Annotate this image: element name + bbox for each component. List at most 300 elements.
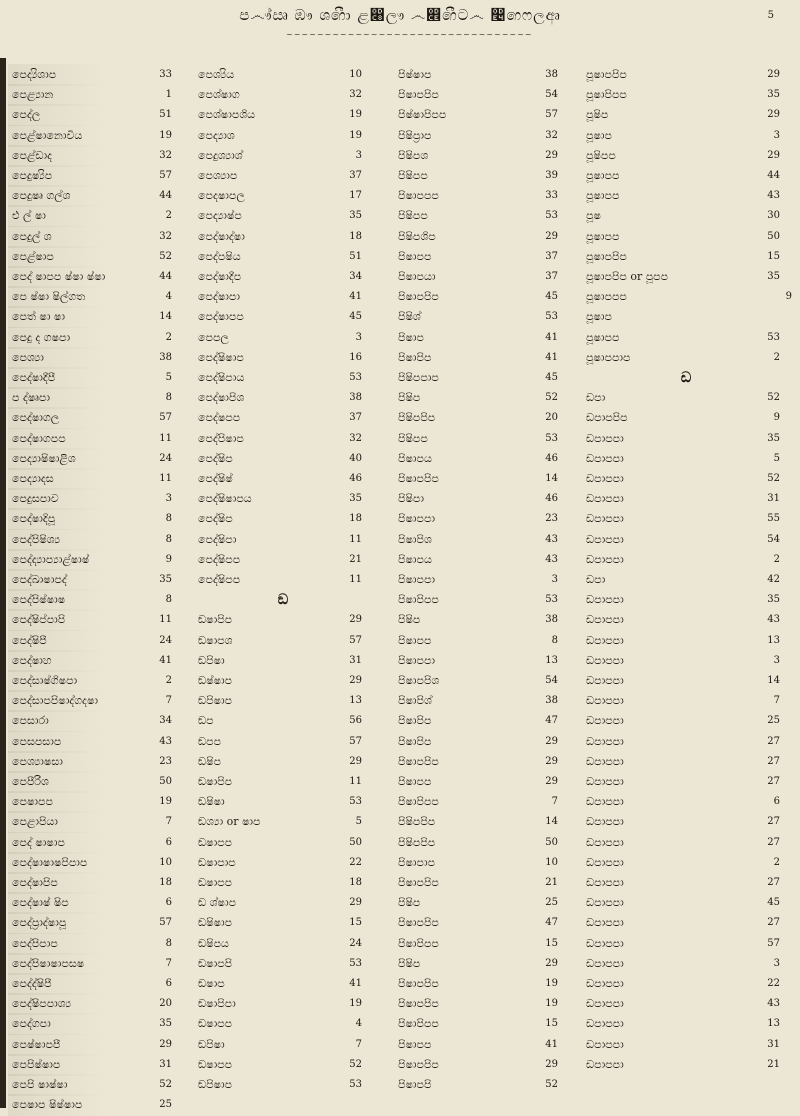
page-reference: 6 — [165, 897, 172, 909]
page-reference: 35 — [767, 594, 780, 606]
page-reference: 57 — [159, 412, 172, 424]
index-entry — [582, 226, 790, 248]
index-term: ඩපාපපා — [586, 795, 624, 809]
page-reference: 2 — [165, 675, 172, 686]
page-reference: 29 — [545, 957, 558, 969]
index-entry — [582, 791, 790, 813]
index-entry — [582, 549, 790, 571]
index-term: පෙදුෂ්‍යිප — [12, 169, 53, 182]
index-entry — [8, 630, 188, 652]
index-entry — [8, 64, 188, 86]
index-term: පෙදුසපාව — [12, 492, 59, 506]
index-entry — [394, 1034, 572, 1056]
page-reference: 10 — [349, 69, 362, 80]
index-entry — [394, 589, 572, 611]
index-term: ඞපිෂා — [198, 653, 225, 667]
page-reference: 21 — [545, 877, 558, 888]
index-term: පිෂාපපප — [398, 189, 439, 203]
index-entry — [8, 670, 188, 692]
index-term: පෙදු ද ගෂපා — [12, 330, 71, 344]
index-term: පිෂාපප — [398, 775, 432, 788]
index-term: ඞෂාපිපා — [198, 997, 236, 1011]
index-entry — [582, 710, 790, 732]
index-entry — [394, 670, 572, 692]
index-term: පිෂාපපිප — [398, 290, 439, 304]
page-reference: 53 — [545, 210, 558, 222]
page-reference: 41 — [349, 978, 362, 989]
index-term: පෙද්ෂාෂ් ෂිප — [12, 896, 69, 910]
page-reference: 35 — [159, 1018, 172, 1030]
index-term: ඩපාපපා — [586, 674, 624, 687]
page-reference: 43 — [767, 614, 780, 626]
page-reference: 23 — [545, 513, 558, 525]
index-term: පෙද්පිෂාප — [198, 431, 244, 445]
index-entry — [194, 973, 372, 995]
index-column-1 — [8, 64, 188, 1110]
index-entry — [194, 1074, 372, 1096]
page-reference: 50 — [545, 836, 558, 848]
page-reference: 52 — [767, 473, 780, 484]
index-entry — [394, 933, 572, 955]
index-term: පෙළ්ෂානොවිය — [12, 128, 83, 142]
page-reference: 34 — [159, 715, 172, 727]
index-entry — [394, 771, 572, 793]
index-entry — [194, 549, 372, 571]
page-reference: 20 — [159, 998, 172, 1010]
index-entry — [394, 1074, 572, 1096]
index-term: ඞපිෂා — [198, 1037, 225, 1051]
index-term: පෙළ්ෂාප — [12, 249, 54, 263]
index-term: පෙද්සාෂ්ගිෂපා — [12, 674, 78, 687]
index-term: ඞපිෂාප — [198, 694, 233, 708]
index-term: පෙළාපියා — [12, 815, 58, 829]
index-term: පූෂාප — [586, 310, 612, 324]
index-term: පෙද්පෂිය — [198, 249, 241, 263]
page-reference: 13 — [767, 1018, 780, 1030]
index-entry — [8, 953, 188, 975]
page-reference: 35 — [349, 210, 362, 222]
index-entry — [194, 488, 372, 510]
index-term: පිෂාපපා — [398, 573, 436, 586]
index-term: ඩපාපපා — [586, 876, 624, 889]
index-term: පෙද්‍යාදස — [12, 472, 54, 485]
index-entry — [194, 872, 372, 894]
index-term: පෙද්පිෂාෂාපසෂ — [12, 956, 85, 970]
index-entry — [8, 811, 188, 833]
page-reference: 44 — [159, 271, 172, 282]
index-term: පෙශ්‍යාෂසා — [12, 754, 63, 768]
index-entry — [394, 468, 572, 490]
page-reference: 37 — [545, 271, 558, 282]
index-entry — [394, 428, 572, 450]
index-term: පිෂාපිපප — [398, 1017, 439, 1031]
index-entry — [194, 630, 372, 652]
index-entry — [194, 811, 372, 833]
page-reference: 3 — [551, 574, 558, 585]
page-reference: 29 — [545, 230, 558, 242]
index-term: පෙද්ෂිපා — [198, 532, 237, 546]
index-entry — [394, 205, 572, 227]
index-entry — [394, 953, 572, 975]
index-term: ඩපාපපා — [586, 1057, 624, 1071]
index-term: පෙද්‍යාශ — [198, 128, 235, 142]
page-reference: 3 — [355, 149, 362, 161]
page-reference: 40 — [349, 452, 362, 464]
page-reference: 54 — [545, 89, 558, 101]
index-entry — [8, 448, 188, 470]
index-entry — [582, 205, 790, 227]
page-reference: 29 — [545, 149, 558, 161]
index-entry — [194, 609, 372, 631]
index-entry — [8, 468, 188, 490]
page-reference: 2 — [773, 351, 780, 363]
index-entry — [8, 1054, 188, 1076]
page-reference: 25 — [159, 1099, 172, 1111]
index-entry — [394, 226, 572, 248]
index-term: පිෂිපා — [398, 492, 424, 506]
index-column-4 — [582, 64, 790, 1110]
index-term: පෙපි ෂාෂ්ෂා — [12, 1078, 68, 1091]
page-reference: 51 — [349, 250, 362, 262]
page-reference: 14 — [159, 311, 172, 323]
page-reference: 32 — [159, 149, 172, 161]
page-reference: 16 — [349, 351, 362, 363]
page-reference: 13 — [767, 634, 780, 646]
index-term: පෙපල — [198, 330, 229, 344]
index-entry — [394, 832, 572, 854]
page-reference: 9 — [165, 553, 172, 565]
index-term: පෙද්සාපපිෂාද්ගදෂා — [12, 694, 99, 708]
index-entry — [394, 872, 572, 894]
page-reference: 52 — [159, 250, 172, 262]
page-reference: 11 — [349, 533, 362, 545]
index-entry — [194, 407, 372, 429]
index-term: පිෂිශ් — [398, 310, 421, 324]
index-entry — [194, 306, 372, 328]
index-term: පෙසපසාප — [12, 734, 62, 748]
page-reference: 23 — [159, 755, 172, 767]
index-entry — [194, 852, 372, 874]
index-entry — [394, 710, 572, 732]
index-entry — [394, 104, 572, 126]
index-entry — [394, 407, 572, 429]
index-term: පෙදුල් ශ — [12, 229, 52, 243]
page-reference: 27 — [767, 735, 780, 747]
index-entry — [582, 185, 790, 207]
index-term: එ ල් ෂා — [12, 209, 46, 223]
page-reference: 31 — [159, 1058, 172, 1070]
index-term: පිෂාපප — [398, 633, 432, 647]
page-reference: 51 — [159, 109, 172, 121]
index-entry — [194, 1013, 372, 1035]
page-header — [0, 6, 800, 32]
index-entry — [8, 205, 188, 227]
page-reference: 22 — [349, 856, 362, 868]
index-term: පිෂිපශිප — [398, 229, 436, 243]
page-reference: 29 — [545, 755, 558, 767]
index-term: ඩපා — [586, 391, 606, 405]
index-entry — [194, 226, 372, 248]
page-reference: 53 — [767, 331, 780, 343]
index-term: පිෂාපිශ් — [398, 694, 432, 708]
index-entry — [582, 286, 790, 308]
index-term: ඩපාපපා — [586, 956, 624, 970]
index-term: පිෂාපපිප — [398, 88, 439, 102]
index-term: පිෂාපිප — [398, 734, 432, 748]
index-column-3 — [394, 64, 572, 1110]
index-term: පූෂිපප — [586, 148, 616, 162]
index-term: ඞපිෂාප — [198, 1078, 233, 1091]
index-entry — [8, 84, 188, 106]
page-reference: 44 — [767, 170, 780, 181]
index-term: පෙද්ෂිප — [198, 512, 233, 526]
index-term: පිෂිප — [398, 956, 421, 970]
page-reference: 47 — [545, 715, 558, 727]
page-reference: 53 — [349, 372, 362, 383]
index-term: පිෂාපිපප — [398, 936, 439, 950]
index-entry — [582, 428, 790, 450]
index-entry — [8, 791, 188, 813]
header-ornament: ~~~~~~~~~~~~~~~~~~~~~~~~~~~~~~~~ — [286, 30, 533, 39]
page-reference: 52 — [545, 1079, 558, 1090]
page-reference: 46 — [349, 473, 362, 484]
index-entry — [394, 165, 572, 187]
page-reference: 30 — [767, 210, 780, 222]
page-reference: 3 — [773, 654, 780, 666]
page-reference: 34 — [349, 271, 362, 282]
index-term: පිෂිපපිප — [398, 835, 436, 849]
index-term: ඞෂිපය — [198, 936, 229, 950]
page-reference: 29 — [767, 109, 780, 121]
page-reference: 24 — [159, 452, 172, 464]
index-entry — [8, 529, 188, 551]
index-entry — [394, 1054, 572, 1076]
index-term: පූෂ — [586, 209, 601, 223]
index-entry — [582, 104, 790, 126]
page-reference: 7 — [165, 816, 172, 828]
page-reference: 27 — [767, 877, 780, 888]
index-entry — [582, 670, 790, 692]
index-entry — [8, 266, 188, 288]
index-entry — [8, 246, 188, 268]
index-entry — [582, 145, 790, 167]
page-reference-extra: 9 — [785, 291, 792, 303]
page-reference: 32 — [349, 432, 362, 444]
page-reference: 43 — [767, 190, 780, 202]
page-reference: 24 — [159, 634, 172, 646]
index-term: ඩපාපපා — [586, 896, 624, 910]
page-reference: 32 — [545, 129, 558, 141]
page-reference: 27 — [767, 816, 780, 828]
index-term: පිෂාපපිප — [398, 1057, 439, 1071]
index-term: ඞෂාප — [198, 977, 225, 990]
page-reference: 4 — [355, 1018, 362, 1030]
page-reference: 6 — [165, 978, 172, 989]
index-term: පූෂාපපප — [586, 290, 627, 304]
index-term: පෙද්ෂාපිප — [12, 876, 58, 889]
index-entry — [582, 892, 790, 914]
page-reference: 2 — [165, 331, 172, 343]
page-reference: 6 — [165, 836, 172, 848]
page-reference: 53 — [349, 1079, 362, 1090]
index-entry — [394, 993, 572, 1015]
index-term: ඞෂාපප — [198, 876, 233, 889]
index-entry — [582, 64, 790, 86]
index-entry — [8, 751, 188, 773]
index-entry — [194, 367, 372, 389]
index-term: ඩපාපපා — [586, 835, 624, 849]
index-entry — [194, 104, 372, 126]
left-margin-bar — [0, 58, 6, 1108]
index-entry — [194, 246, 372, 268]
index-entry — [582, 953, 790, 975]
index-entry — [394, 731, 572, 753]
index-entry — [194, 933, 372, 955]
index-term: පෙද්ප්‍රාද්ෂාපූ — [12, 916, 67, 930]
index-term: ඞෂිෂාප — [198, 916, 233, 930]
index-term: පෙද්ෂාපප — [198, 310, 244, 324]
page-reference: 15 — [545, 937, 558, 949]
index-entry — [394, 84, 572, 106]
index-term: ඞෂාපප — [198, 1017, 233, 1031]
index-entry — [194, 145, 372, 167]
page-reference: 18 — [159, 877, 172, 888]
page-reference: 1 — [165, 89, 172, 101]
index-term: ඩපාපපා — [586, 977, 624, 990]
page-reference: 7 — [165, 695, 172, 707]
index-entry — [194, 387, 372, 409]
index-entry — [8, 407, 188, 429]
page-reference: 44 — [159, 190, 172, 202]
page-reference: 15 — [767, 250, 780, 262]
index-term: පිෂිප — [398, 613, 421, 627]
page-reference: 17 — [349, 190, 362, 202]
index-entry — [194, 650, 372, 672]
index-entry — [582, 731, 790, 753]
index-entry — [582, 589, 790, 611]
index-term: ඩපාපපා — [586, 552, 624, 566]
index-term: පිෂාපපිප — [398, 754, 439, 768]
index-term: පිෂිපප — [398, 209, 428, 223]
page-reference: 19 — [349, 998, 362, 1010]
page-reference: 24 — [349, 937, 362, 949]
page-reference: 11 — [349, 776, 362, 787]
page-reference: 43 — [767, 998, 780, 1010]
index-term: පෙද්ද්ෂිපී — [12, 977, 52, 990]
index-entry — [8, 145, 188, 167]
page-reference: 7 — [355, 1038, 362, 1050]
index-entry — [194, 832, 372, 854]
index-entry — [394, 387, 572, 409]
index-entry — [394, 185, 572, 207]
page-reference: 57 — [349, 735, 362, 747]
page-reference: 43 — [159, 735, 172, 747]
index-term: ඩපාපපා — [586, 815, 624, 829]
index-term: පිෂාපපිප — [398, 916, 439, 930]
index-entry — [582, 84, 790, 106]
page-reference: 57 — [159, 170, 172, 181]
index-term: පෙද්ෂාදීපී — [12, 371, 56, 384]
page-reference: 43 — [545, 553, 558, 565]
page-reference: 25 — [545, 897, 558, 909]
index-entry — [8, 771, 188, 793]
index-entry — [8, 933, 188, 955]
index-entry — [194, 731, 372, 753]
index-term: පිෂිපශ — [398, 148, 429, 162]
index-entry — [582, 387, 790, 409]
page-reference: 27 — [767, 755, 780, 767]
index-term: පෙළ්ඩාද — [12, 148, 52, 162]
index-term: ඩපාපපා — [586, 613, 624, 627]
index-entry — [8, 165, 188, 187]
index-entry — [194, 508, 372, 530]
page-reference: 52 — [767, 392, 780, 404]
index-entry — [582, 165, 790, 187]
page-reference: 53 — [545, 594, 558, 606]
index-entry — [582, 933, 790, 955]
index-term: පූෂාපප — [586, 330, 620, 344]
index-term: පිෂාපිප — [398, 714, 432, 728]
index-entry — [394, 630, 572, 652]
index-term: පෙද්ෂාෂාෂපිපාප — [12, 855, 88, 869]
index-term: පූෂිප — [586, 108, 609, 122]
index-entry — [194, 771, 372, 793]
index-term: පෙද්ෂාගල — [12, 411, 60, 425]
index-term: පිෂාපපි — [398, 1078, 432, 1091]
index-entry — [194, 690, 372, 712]
page-reference: 19 — [349, 129, 362, 141]
index-term: ඩපාපපා — [586, 593, 624, 607]
index-term: පෙද්ෂාපිශ — [198, 391, 245, 405]
index-term: ඞ ශ්ෂාප — [198, 896, 237, 910]
page-reference: 41 — [545, 331, 558, 343]
index-entry — [582, 407, 790, 429]
page-reference: 29 — [545, 735, 558, 747]
index-entry — [582, 125, 790, 147]
page-reference: 2 — [773, 856, 780, 868]
page-reference: 43 — [545, 533, 558, 545]
page-reference: 29 — [545, 776, 558, 787]
index-entry — [394, 1013, 572, 1035]
page-reference: 45 — [545, 372, 558, 383]
index-entry — [8, 508, 188, 530]
page-reference: 38 — [159, 351, 172, 363]
page-reference: 4 — [165, 291, 172, 303]
page-reference: 14 — [545, 473, 558, 484]
index-term: පිෂාපපා — [398, 653, 436, 667]
index-entry — [8, 690, 188, 712]
index-term: ඩපාපපා — [586, 754, 624, 768]
index-term: පිෂිපපිප — [398, 815, 436, 829]
index-term: ඩපාපපා — [586, 431, 624, 445]
index-entry — [394, 306, 572, 328]
index-term: පිෂ්ෂාප — [398, 68, 432, 81]
index-term: ඩපාපපා — [586, 653, 624, 667]
index-entry — [394, 286, 572, 308]
index-term: පෙපීරිශ — [12, 775, 49, 788]
page-reference: 38 — [545, 614, 558, 626]
index-term: පිෂාපපිප — [398, 997, 439, 1011]
index-term: ඞෂාපප — [198, 1057, 233, 1071]
page-reference: 11 — [349, 574, 362, 585]
index-entry — [582, 912, 790, 934]
index-term: පෙද්ෂිෂාපය — [198, 492, 252, 506]
index-entry — [8, 488, 188, 510]
page-reference: 11 — [159, 432, 172, 444]
index-column-2 — [194, 64, 372, 1110]
index-term: පෙද්ෂිෂ් — [198, 472, 233, 485]
index-entry — [394, 973, 572, 995]
